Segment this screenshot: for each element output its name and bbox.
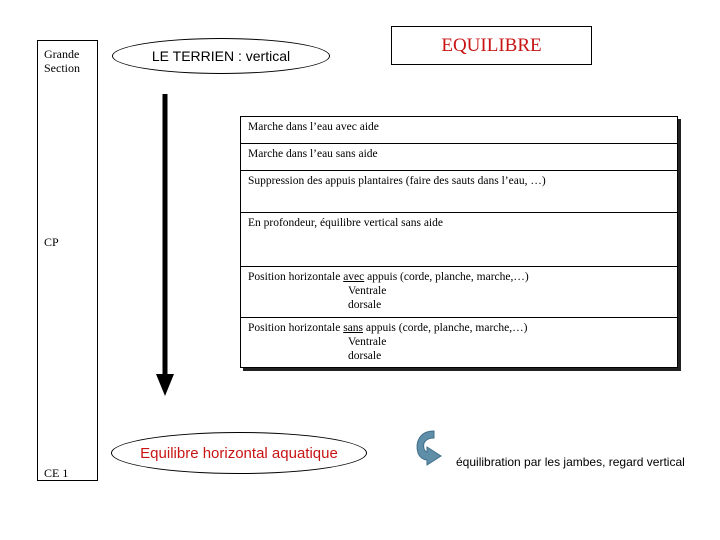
step-text: Marche dans l’eau sans aide — [248, 148, 378, 160]
step-sub-item: Ventrale — [348, 285, 387, 297]
step-text: appuis (corde, planche, marche,…) — [363, 322, 528, 334]
progression-arrow-head — [156, 374, 174, 396]
progression-arrow — [145, 90, 185, 402]
curved-arrow-icon — [410, 425, 450, 471]
step-text: En profondeur, équilibre vertical sans aide — [248, 217, 443, 229]
level-cp: CP — [44, 235, 59, 249]
equilibre-title-box — [391, 26, 592, 65]
level-column — [37, 40, 98, 481]
terrien-label: LE TERRIEN : vertical — [151, 48, 291, 64]
bottom-goal-oval — [111, 432, 367, 474]
step-text: appuis (corde, planche, marche,…) — [364, 271, 529, 283]
equilibre-title: EQUILIBRE — [441, 34, 542, 56]
step-text-underlined: avec — [343, 271, 365, 283]
level-ce1: CE 1 — [44, 466, 69, 480]
step-sub-item: dorsale — [348, 299, 382, 311]
step-sub-item: Ventrale — [348, 336, 387, 348]
level-grande-section-line2: Section — [44, 61, 80, 75]
step-text: Marche dans l’eau avec aide — [248, 121, 379, 133]
terrien-oval — [112, 38, 330, 74]
bottom-goal-label: Equilibre horizontal aquatique — [140, 444, 338, 462]
level-grande-section — [44, 47, 80, 75]
step-row — [241, 213, 677, 267]
step-row — [241, 267, 677, 318]
jambes-text: équilibration par les jambes, regard vertical — [456, 455, 685, 469]
step-text: Suppression des appuis plantaires (faire des sauts dans l’eau, …) — [248, 175, 546, 187]
step-row — [241, 318, 677, 369]
step-sub-item: dorsale — [348, 350, 382, 362]
step-row — [241, 144, 677, 171]
step-text: Position horizontale — [248, 271, 344, 283]
step-text: Position horizontale — [248, 322, 344, 334]
step-row — [241, 171, 677, 213]
level-grande-section-line1: Grande — [44, 47, 80, 61]
step-row — [241, 117, 677, 144]
steps-panel — [240, 116, 678, 368]
step-text-underlined: sans — [343, 322, 363, 334]
